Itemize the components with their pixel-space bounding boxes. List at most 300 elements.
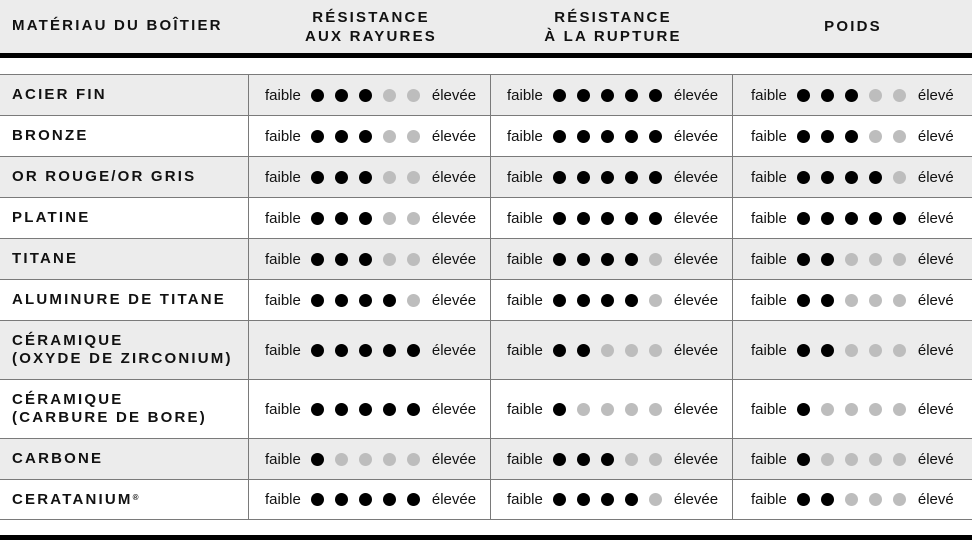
high-label: élevée xyxy=(431,450,477,468)
table-row xyxy=(0,239,972,280)
header-break-line2: À LA RUPTURE xyxy=(544,28,682,45)
low-label: faible xyxy=(265,250,301,268)
filled-dot-icon xyxy=(821,89,834,102)
break-rating-dots xyxy=(553,344,666,357)
material-name-line1 xyxy=(12,86,248,104)
break-rating-dots xyxy=(553,294,666,307)
material-name-text: ACIER FIN xyxy=(12,86,107,103)
empty-dot-icon xyxy=(407,253,420,266)
header-weight: POIDS xyxy=(824,18,882,35)
empty-dot-icon xyxy=(601,344,614,357)
break-rating-cell xyxy=(491,75,733,115)
table-row xyxy=(0,439,972,480)
filled-dot-icon xyxy=(649,130,662,143)
filled-dot-icon xyxy=(797,212,810,225)
table-row xyxy=(0,480,972,520)
break-rating-cell xyxy=(491,480,733,519)
break-rating-dots xyxy=(553,89,666,102)
high-label: élevée xyxy=(673,168,719,186)
high-label: élevé xyxy=(917,400,954,418)
filled-dot-icon xyxy=(311,493,324,506)
filled-dot-icon xyxy=(601,253,614,266)
low-label: faible xyxy=(507,400,543,418)
scratch-rating-cell xyxy=(249,116,491,156)
high-label: élevée xyxy=(431,86,477,104)
filled-dot-icon xyxy=(335,403,348,416)
low-label: faible xyxy=(751,209,787,227)
empty-dot-icon xyxy=(821,403,834,416)
high-label: élevé xyxy=(917,168,954,186)
empty-dot-icon xyxy=(383,453,396,466)
scratch-rating-cell xyxy=(249,480,491,519)
high-label: élevé xyxy=(917,491,954,508)
high-label: élevée xyxy=(673,450,719,468)
filled-dot-icon xyxy=(797,493,810,506)
empty-dot-icon xyxy=(649,493,662,506)
table-row xyxy=(0,75,972,116)
high-label: élevée xyxy=(673,209,719,227)
empty-dot-icon xyxy=(869,493,882,506)
filled-dot-icon xyxy=(821,294,834,307)
filled-dot-icon xyxy=(797,403,810,416)
filled-dot-icon xyxy=(335,130,348,143)
low-label: faible xyxy=(751,250,787,268)
scratch-rating-cell xyxy=(249,157,491,197)
high-label: élevée xyxy=(431,291,477,309)
filled-dot-icon xyxy=(359,493,372,506)
filled-dot-icon xyxy=(383,493,396,506)
filled-dot-icon xyxy=(553,130,566,143)
filled-dot-icon xyxy=(311,253,324,266)
filled-dot-icon xyxy=(383,344,396,357)
empty-dot-icon xyxy=(893,453,906,466)
empty-dot-icon xyxy=(869,403,882,416)
weight-rating-dots xyxy=(797,344,910,357)
filled-dot-icon xyxy=(311,212,324,225)
low-label: faible xyxy=(751,341,787,359)
filled-dot-icon xyxy=(553,344,566,357)
table-row xyxy=(0,116,972,157)
filled-dot-icon xyxy=(845,89,858,102)
material-name-text: BRONZE xyxy=(12,127,89,144)
high-label: élevée xyxy=(431,209,477,227)
filled-dot-icon xyxy=(845,130,858,143)
filled-dot-icon xyxy=(625,493,638,506)
filled-dot-icon xyxy=(797,453,810,466)
low-label: faible xyxy=(507,450,543,468)
low-label: faible xyxy=(751,86,787,104)
empty-dot-icon xyxy=(649,294,662,307)
table-row xyxy=(0,157,972,198)
high-label: élevée xyxy=(431,250,477,268)
filled-dot-icon xyxy=(311,403,324,416)
filled-dot-icon xyxy=(601,89,614,102)
scratch-rating-dots xyxy=(311,453,424,466)
low-label: faible xyxy=(751,491,787,508)
filled-dot-icon xyxy=(553,403,566,416)
break-rating-cell xyxy=(491,157,733,197)
scratch-rating-dots xyxy=(311,344,424,357)
filled-dot-icon xyxy=(821,493,834,506)
empty-dot-icon xyxy=(359,453,372,466)
filled-dot-icon xyxy=(601,493,614,506)
low-label: faible xyxy=(507,127,543,145)
weight-rating-dots xyxy=(797,453,910,466)
break-rating-dots xyxy=(553,493,666,506)
low-label: faible xyxy=(265,86,301,104)
spacer xyxy=(0,58,972,74)
filled-dot-icon xyxy=(335,493,348,506)
header-break-resistance xyxy=(492,8,734,46)
empty-dot-icon xyxy=(869,294,882,307)
high-label: élevé xyxy=(917,450,954,468)
material-name-line1 xyxy=(12,450,248,468)
filled-dot-icon xyxy=(359,212,372,225)
header-scratch-line2: AUX RAYURES xyxy=(304,28,437,45)
empty-dot-icon xyxy=(383,171,396,184)
filled-dot-icon xyxy=(845,171,858,184)
empty-dot-icon xyxy=(407,130,420,143)
empty-dot-icon xyxy=(893,130,906,143)
filled-dot-icon xyxy=(359,403,372,416)
high-label: élevée xyxy=(673,291,719,309)
filled-dot-icon xyxy=(359,130,372,143)
filled-dot-icon xyxy=(821,130,834,143)
break-rating-dots xyxy=(553,130,666,143)
empty-dot-icon xyxy=(893,89,906,102)
weight-rating-cell xyxy=(733,439,972,479)
break-rating-dots xyxy=(553,403,666,416)
high-label: élevée xyxy=(431,341,477,359)
filled-dot-icon xyxy=(649,212,662,225)
weight-rating-cell xyxy=(733,75,972,115)
weight-rating-dots xyxy=(797,212,910,225)
filled-dot-icon xyxy=(311,89,324,102)
scratch-rating-dots xyxy=(311,130,424,143)
empty-dot-icon xyxy=(869,453,882,466)
material-name-text: PLATINE xyxy=(12,209,91,226)
empty-dot-icon xyxy=(869,344,882,357)
filled-dot-icon xyxy=(601,130,614,143)
empty-dot-icon xyxy=(625,403,638,416)
weight-rating-dots xyxy=(797,89,910,102)
table-row xyxy=(0,280,972,321)
table-row xyxy=(0,198,972,239)
weight-rating-cell xyxy=(733,239,972,279)
break-rating-cell xyxy=(491,280,733,320)
filled-dot-icon xyxy=(553,253,566,266)
empty-dot-icon xyxy=(893,493,906,506)
filled-dot-icon xyxy=(601,212,614,225)
material-name-line1 xyxy=(12,491,248,509)
scratch-rating-dots xyxy=(311,493,424,506)
filled-dot-icon xyxy=(577,130,590,143)
scratch-rating-cell xyxy=(249,380,491,438)
material-name xyxy=(0,239,249,279)
filled-dot-icon xyxy=(649,89,662,102)
high-label: élevée xyxy=(673,400,719,418)
scratch-rating-cell xyxy=(249,280,491,320)
high-label: élevé xyxy=(917,86,954,104)
material-name-text: OR ROUGE/OR GRIS xyxy=(12,168,197,185)
break-rating-cell xyxy=(491,239,733,279)
filled-dot-icon xyxy=(797,130,810,143)
header-material: MATÉRIAU DU BOÎTIER xyxy=(12,17,223,34)
header-break-line1: RÉSISTANCE xyxy=(554,9,672,26)
filled-dot-icon xyxy=(869,171,882,184)
filled-dot-icon xyxy=(553,294,566,307)
filled-dot-icon xyxy=(625,253,638,266)
scratch-rating-dots xyxy=(311,171,424,184)
low-label: faible xyxy=(507,491,543,508)
break-rating-dots xyxy=(553,212,666,225)
empty-dot-icon xyxy=(649,403,662,416)
filled-dot-icon xyxy=(335,344,348,357)
empty-dot-icon xyxy=(407,89,420,102)
high-label: élevé xyxy=(917,341,954,359)
low-label: faible xyxy=(265,400,301,418)
empty-dot-icon xyxy=(407,294,420,307)
high-label: élevée xyxy=(673,491,719,508)
filled-dot-icon xyxy=(577,171,590,184)
filled-dot-icon xyxy=(577,212,590,225)
weight-rating-cell xyxy=(733,321,972,379)
scratch-rating-cell xyxy=(249,321,491,379)
filled-dot-icon xyxy=(311,171,324,184)
filled-dot-icon xyxy=(797,344,810,357)
weight-rating-cell xyxy=(733,198,972,238)
header-scratch-resistance xyxy=(250,8,492,46)
material-name-line1 xyxy=(12,209,248,227)
weight-rating-cell xyxy=(733,280,972,320)
weight-rating-cell xyxy=(733,157,972,197)
empty-dot-icon xyxy=(649,253,662,266)
material-name-text: CÉRAMIQUE xyxy=(12,391,124,408)
break-rating-dots xyxy=(553,453,666,466)
header-scratch-line1: RÉSISTANCE xyxy=(312,9,430,26)
filled-dot-icon xyxy=(407,403,420,416)
low-label: faible xyxy=(751,291,787,309)
material-name xyxy=(0,157,249,197)
empty-dot-icon xyxy=(649,453,662,466)
empty-dot-icon xyxy=(383,89,396,102)
material-name-line1 xyxy=(12,291,248,309)
filled-dot-icon xyxy=(577,453,590,466)
filled-dot-icon xyxy=(821,212,834,225)
scratch-rating-dots xyxy=(311,294,424,307)
material-name-line1 xyxy=(12,168,248,186)
low-label: faible xyxy=(507,168,543,186)
empty-dot-icon xyxy=(383,253,396,266)
empty-dot-icon xyxy=(845,344,858,357)
empty-dot-icon xyxy=(625,453,638,466)
filled-dot-icon xyxy=(577,493,590,506)
filled-dot-icon xyxy=(649,171,662,184)
filled-dot-icon xyxy=(577,344,590,357)
table-row xyxy=(0,321,972,380)
filled-dot-icon xyxy=(383,403,396,416)
low-label: faible xyxy=(507,250,543,268)
empty-dot-icon xyxy=(383,212,396,225)
filled-dot-icon xyxy=(601,453,614,466)
material-name xyxy=(0,198,249,238)
high-label: élevé xyxy=(917,127,954,145)
empty-dot-icon xyxy=(845,253,858,266)
filled-dot-icon xyxy=(311,130,324,143)
empty-dot-icon xyxy=(577,403,590,416)
high-label: élevée xyxy=(673,127,719,145)
low-label: faible xyxy=(265,209,301,227)
empty-dot-icon xyxy=(407,453,420,466)
high-label: élevée xyxy=(431,491,477,508)
break-rating-cell xyxy=(491,116,733,156)
filled-dot-icon xyxy=(553,89,566,102)
material-name xyxy=(0,439,249,479)
empty-dot-icon xyxy=(893,344,906,357)
empty-dot-icon xyxy=(335,453,348,466)
low-label: faible xyxy=(265,450,301,468)
high-label: élevée xyxy=(431,168,477,186)
filled-dot-icon xyxy=(311,294,324,307)
empty-dot-icon xyxy=(893,403,906,416)
material-name xyxy=(0,75,249,115)
empty-dot-icon xyxy=(845,403,858,416)
filled-dot-icon xyxy=(359,89,372,102)
break-rating-dots xyxy=(553,171,666,184)
filled-dot-icon xyxy=(625,171,638,184)
material-name-text: ALUMINURE DE TITANE xyxy=(12,291,227,308)
material-name-text: CÉRAMIQUE xyxy=(12,332,124,349)
filled-dot-icon xyxy=(407,493,420,506)
filled-dot-icon xyxy=(311,344,324,357)
material-name-line2: (CARBURE DE BORE) xyxy=(12,409,207,426)
weight-rating-dots xyxy=(797,253,910,266)
low-label: faible xyxy=(751,400,787,418)
filled-dot-icon xyxy=(359,344,372,357)
filled-dot-icon xyxy=(601,294,614,307)
low-label: faible xyxy=(507,209,543,227)
filled-dot-icon xyxy=(359,294,372,307)
filled-dot-icon xyxy=(359,253,372,266)
material-name xyxy=(0,321,249,379)
scratch-rating-dots xyxy=(311,253,424,266)
filled-dot-icon xyxy=(625,212,638,225)
material-name xyxy=(0,480,249,519)
empty-dot-icon xyxy=(845,453,858,466)
filled-dot-icon xyxy=(797,294,810,307)
low-label: faible xyxy=(265,291,301,309)
empty-dot-icon xyxy=(821,453,834,466)
material-name-text: CERATANIUM xyxy=(12,490,133,508)
filled-dot-icon xyxy=(553,212,566,225)
weight-rating-dots xyxy=(797,493,910,506)
low-label: faible xyxy=(507,86,543,104)
high-label: élevé xyxy=(917,250,954,268)
filled-dot-icon xyxy=(577,253,590,266)
empty-dot-icon xyxy=(407,171,420,184)
empty-dot-icon xyxy=(383,130,396,143)
break-rating-cell xyxy=(491,380,733,438)
material-name-text: CARBONE xyxy=(12,450,104,467)
filled-dot-icon xyxy=(553,493,566,506)
high-label: élevée xyxy=(431,127,477,145)
high-label: élevé xyxy=(917,209,954,227)
high-label: élevée xyxy=(673,250,719,268)
high-label: élevé xyxy=(917,291,954,309)
filled-dot-icon xyxy=(797,89,810,102)
empty-dot-icon xyxy=(869,253,882,266)
low-label: faible xyxy=(751,168,787,186)
low-label: faible xyxy=(751,450,787,468)
footer-divider xyxy=(0,535,972,540)
filled-dot-icon xyxy=(845,212,858,225)
filled-dot-icon xyxy=(553,171,566,184)
low-label: faible xyxy=(265,127,301,145)
registered-mark: ® xyxy=(132,492,139,502)
break-rating-dots xyxy=(553,253,666,266)
empty-dot-icon xyxy=(407,212,420,225)
empty-dot-icon xyxy=(845,294,858,307)
material-name-line1 xyxy=(12,332,248,350)
filled-dot-icon xyxy=(821,253,834,266)
weight-rating-dots xyxy=(797,403,910,416)
material-name-line2: (OXYDE DE ZIRCONIUM) xyxy=(12,350,233,367)
filled-dot-icon xyxy=(601,171,614,184)
filled-dot-icon xyxy=(625,89,638,102)
material-name xyxy=(0,380,249,438)
filled-dot-icon xyxy=(335,253,348,266)
filled-dot-icon xyxy=(869,212,882,225)
scratch-rating-cell xyxy=(249,75,491,115)
material-name xyxy=(0,280,249,320)
filled-dot-icon xyxy=(383,294,396,307)
low-label: faible xyxy=(507,291,543,309)
scratch-rating-dots xyxy=(311,212,424,225)
weight-rating-dots xyxy=(797,294,910,307)
weight-rating-cell xyxy=(733,380,972,438)
filled-dot-icon xyxy=(821,344,834,357)
table-row xyxy=(0,380,972,439)
filled-dot-icon xyxy=(553,453,566,466)
empty-dot-icon xyxy=(601,403,614,416)
material-name-line1 xyxy=(12,250,248,268)
weight-rating-cell xyxy=(733,116,972,156)
empty-dot-icon xyxy=(893,171,906,184)
empty-dot-icon xyxy=(893,294,906,307)
empty-dot-icon xyxy=(869,130,882,143)
scratch-rating-dots xyxy=(311,403,424,416)
filled-dot-icon xyxy=(577,89,590,102)
table-header xyxy=(0,0,972,53)
filled-dot-icon xyxy=(821,171,834,184)
weight-rating-dots xyxy=(797,130,910,143)
low-label: faible xyxy=(507,341,543,359)
break-rating-cell xyxy=(491,439,733,479)
scratch-rating-cell xyxy=(249,439,491,479)
high-label: élevée xyxy=(431,400,477,418)
filled-dot-icon xyxy=(335,212,348,225)
scratch-rating-cell xyxy=(249,198,491,238)
scratch-rating-dots xyxy=(311,89,424,102)
material-name-text: TITANE xyxy=(12,250,79,267)
filled-dot-icon xyxy=(797,253,810,266)
weight-rating-cell xyxy=(733,480,972,519)
break-rating-cell xyxy=(491,198,733,238)
material-name-line1 xyxy=(12,391,248,409)
filled-dot-icon xyxy=(335,294,348,307)
filled-dot-icon xyxy=(359,171,372,184)
filled-dot-icon xyxy=(625,130,638,143)
